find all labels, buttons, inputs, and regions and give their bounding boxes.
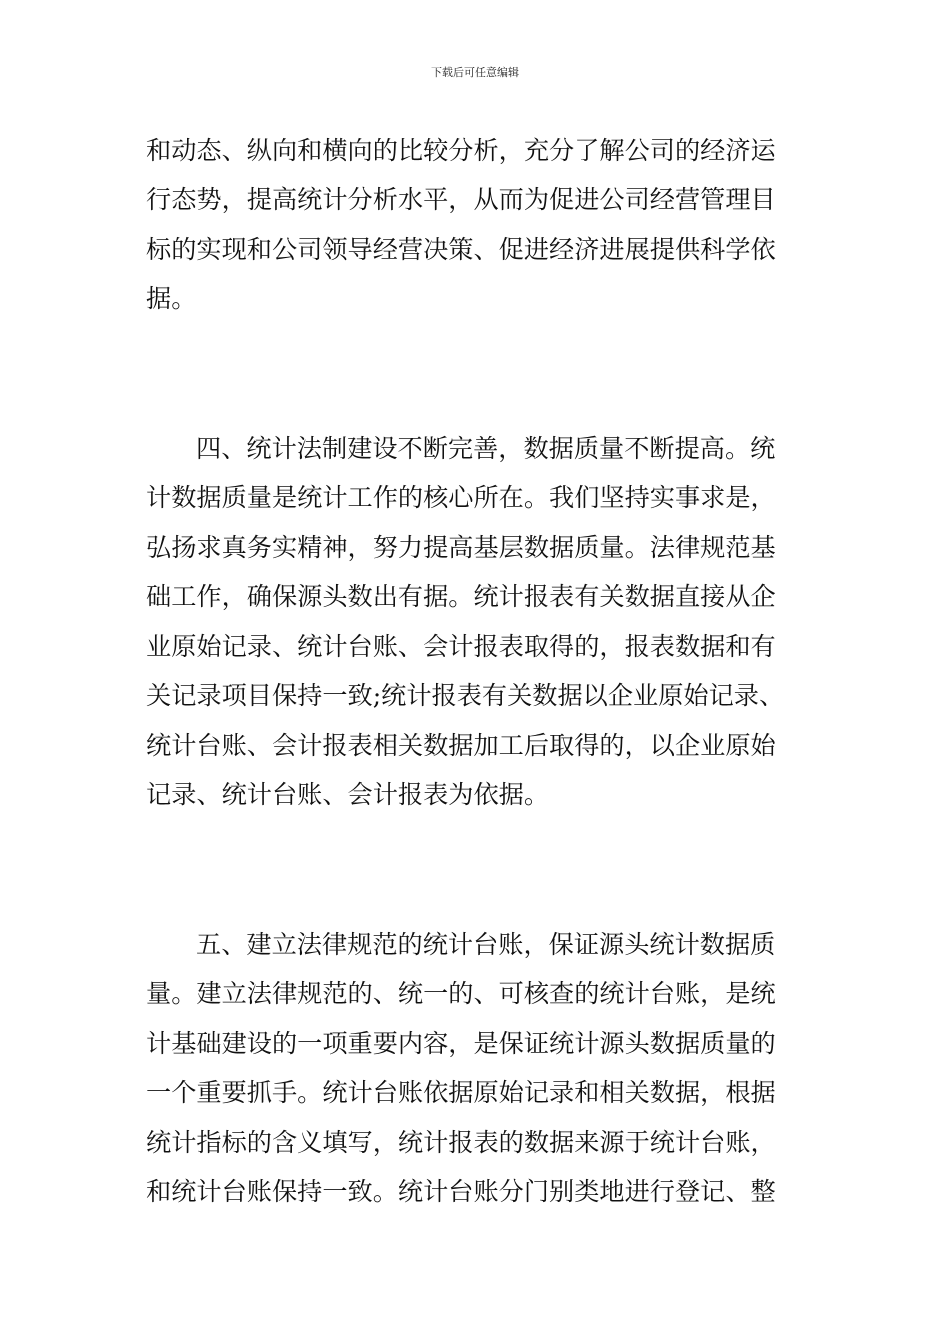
paragraph-2-line-3: 弘扬求真务实精神，努力提高基层数据质量。法律规范基: [146, 533, 776, 562]
paragraph-1-line-1: 和动态、纵向和横向的比较分析，充分了解公司的经济运: [146, 136, 776, 165]
paragraph-2-line-6: 关记录项目保持一致;统计报表有关数据以企业原始记录、: [146, 681, 785, 710]
paragraph-3-line-2: 量。建立法律规范的、统一的、可核查的统计台账，是统: [146, 979, 776, 1008]
paragraph-3-line-5: 统计指标的含义填写，统计报表的数据来源于统计台账，: [146, 1128, 776, 1157]
page-header: 下载后可任意编辑: [431, 66, 519, 79]
paragraph-3-line-4: 一个重要抓手。统计台账依据原始记录和相关数据，根据: [146, 1078, 776, 1107]
paragraph-3-line-3: 计基础建设的一项重要内容，是保证统计源头数据质量的: [146, 1029, 776, 1058]
paragraph-3-line-1: 五、建立法律规范的统计台账，保证源头统计数据质: [196, 930, 776, 959]
paragraph-2-line-5: 业原始记录、统计台账、会计报表取得的，报表数据和有: [146, 632, 776, 661]
paragraph-1-line-2: 行态势，提高统计分析水平，从而为促进公司经营管理目: [146, 185, 776, 214]
paragraph-3-line-6: 和统计台账保持一致。统计台账分门别类地进行登记、整: [146, 1177, 776, 1206]
paragraph-2-line-8: 记录、统计台账、会计报表为依据。: [146, 780, 549, 809]
paragraph-2-line-4: 础工作，确保源头数出有据。统计报表有关数据直接从企: [146, 582, 776, 611]
paragraph-2-line-1: 四、统计法制建设不断完善，数据质量不断提高。统: [196, 434, 776, 463]
paragraph-1-line-3: 标的实现和公司领导经营决策、促进经济进展提供科学依: [146, 235, 776, 264]
paragraph-2-line-2: 计数据质量是统计工作的核心所在。我们坚持实事求是，: [146, 483, 776, 512]
paragraph-1-line-4: 据。: [146, 284, 197, 313]
paragraph-2-line-7: 统计台账、会计报表相关数据加工后取得的，以企业原始: [146, 731, 776, 760]
